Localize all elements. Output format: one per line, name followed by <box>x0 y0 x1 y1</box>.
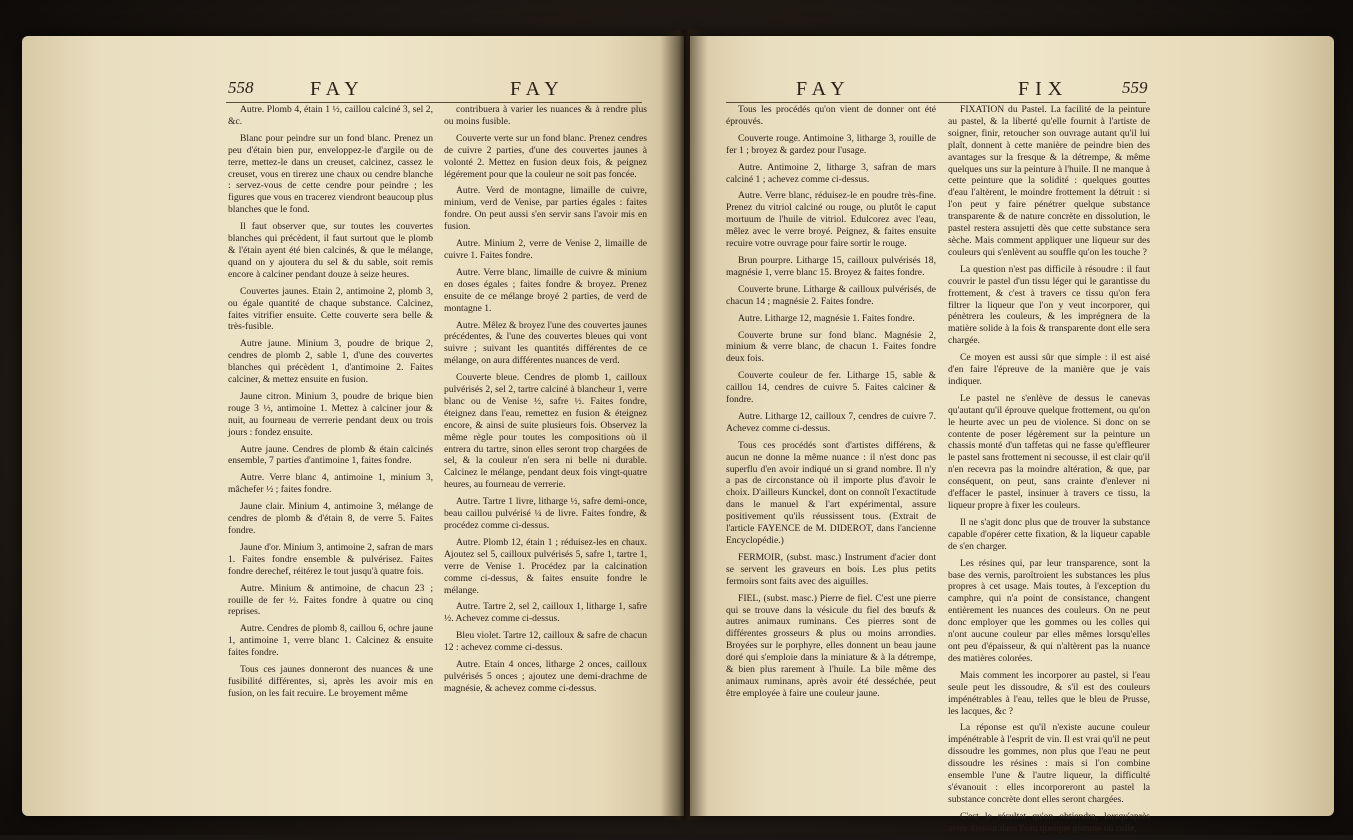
paragraph: FIEL, (subst. masc.) Pierre de fiel. C'est une pierre qui se trouve dans la vésicule du fiel des bœufs & autres animaux ruminans. Ces pierres sont de différentes grosseurs & plus ou moins arrondies. Broyées sur le porphyre, elles donnent un beau jaune doré qui s'emploie dans la miniature & à la détrempe, & bien plus rarement à l'huile. La bile même des animaux ruminans, après avoir été desséchée, peut être employée à faire une couleur jaune. <box>726 592 936 699</box>
paragraph: Autre jaune. Minium 3, poudre de brique 2, cendres de plomb 2, sable 1, d'une des couvertes blanches qui précèdent 1, d'antimoine 2. Faites calciner, & mettez ensuite en fusion. <box>228 338 433 386</box>
paragraph: Couvertes jaunes. Etain 2, antimoine 2, plomb 3, ou égale quantité de chaque substance. Calcinez, faites vitrifier ensuite. Cette couverte sera belle & très-fusible. <box>228 285 433 333</box>
paragraph: Bleu violet. Tartre 12, cailloux & safre de chacun 12 : achevez comme ci-dessus. <box>444 630 647 654</box>
paragraph: C'est le résultat qu'on obtiendra, lorsqu'après avoir dissout dans l'eau quelque gomme ou colle, <box>948 810 1150 834</box>
paragraph: contribuera à varier les nuances & à rendre plus ou moins fusible. <box>444 104 647 127</box>
paragraph: Les résines qui, par leur transparence, sont la base des vernis, paroîtroient les substances les plus propres à cet usage. Mais toutes, à l'exception du camphre, qui n'a point de consistance, changent entièrement les nuances des couleurs. On ne peut donc employer que les gommes ou les colles qui n'ont aucune couleur par elles mêmes lorsqu'elles ont peu d'épaisseur, & qui n'altèrent pas la nuance des matières colorées. <box>948 557 1150 664</box>
paragraph: Couverte brune. Litharge & cailloux pulvérisés, de chacun 14 ; magnésie 2. Faites fondre. <box>726 283 936 307</box>
paragraph: Autre. Minium & antimoine, de chacun 23 ; rouille de fer ½. Faites fondre à quatre ou cinq reprises. <box>228 582 433 618</box>
book-gutter <box>660 30 708 820</box>
paragraph: Jaune d'or. Minium 3, antimoine 2, safran de mars 1. Faites fondre ensemble & pulvérisez. Faites fondre derechef, réitérez le tout jusqu'à quatre fois. <box>228 541 433 577</box>
paragraph: Brun pourpre. Litharge 15, cailloux pulvérisés 18, magnésie 1, verre blanc 15. Broyez & faites fondre. <box>726 254 936 278</box>
paragraph: Couverte brune sur fond blanc. Magnésie 2, minium & verre blanc, de chacun 1. Faites fondre deux fois. <box>726 329 936 365</box>
paragraph: Le pastel ne s'enlève de dessus le canevas qu'autant qu'il éprouve quelque frottement, ou qu'on le heurte avec un peu de violence. Si donc on se contente de poser légèrement sur la peinture un chassis monté d'un taffetas qui ne fasse qu'effleurer le pastel sans frottement ni secousse, il est clair qu'il n'en recevra pas la moindre altération, & que, par conséquent, on peut, sans crainte d'enlever ni d'effacer le pastel, insinuer à travers ce tissu, la liqueur propre à fixer les couleurs. <box>948 392 1150 511</box>
left-head-rule <box>226 102 642 103</box>
paragraph: Il ne s'agit donc plus que de trouver la substance capable d'opérer cette fixation, & la liqueur capable de s'en charger. <box>948 516 1150 552</box>
paragraph: FERMOIR, (subst. masc.) Instrument d'acier dont se servent les graveurs en bois. Les plus petits fermoirs sont faits avec des aiguilles. <box>726 551 936 587</box>
paragraph: La question n'est pas difficile à résoudre : il faut couvrir le pastel d'un tissu léger qui le garantisse du frottement, & c'est à travers ce tissu qu'on fera filtrer la liqueur que l'on y veut incorporer, qui pénètrera les couleurs, & les imprégnera de la matière solide à la fois & transparente dont elle sera chargée. <box>948 263 1150 347</box>
paragraph: Mais comment les incorporer au pastel, si l'eau seule peut les dissoudre, & s'il est des couleurs impénétrables à l'eau, telles que le bleu de Prusse, les lacques, &c ? <box>948 669 1150 717</box>
right-page <box>690 36 1334 834</box>
left-page <box>22 36 684 816</box>
paragraph: Autre. Verre blanc 4, antimoine 1, minium 3, mâchefer ½ ; faites fondre. <box>228 472 433 496</box>
paragraph: Autre. Tartre 1 livre, litharge ½, safre demi-once, beau caillou pulvérisé ¼ de livre. Faites fondre, & procédez comme ci-dessus. <box>444 496 647 531</box>
paragraph: Couverte rouge. Antimoine 3, litharge 3, rouille de fer 1 ; broyez & gardez pour l'usage. <box>726 132 936 156</box>
left-column-1 <box>228 104 433 705</box>
paragraph: Autre. Cendres de plomb 8, caillou 6, ochre jaune 1, antimoine 1, verre blanc 1. Calcinez & ensuite faites fondre. <box>228 623 433 659</box>
right-running-head-2: FIX <box>1018 78 1069 100</box>
left-running-head-2: FAY <box>510 78 565 100</box>
paragraph: Autre. Antimoine 2, litharge 3, safran de mars calciné 1 ; achevez comme ci-dessus. <box>726 161 936 185</box>
right-column-2 <box>948 104 1150 840</box>
left-running-head-1: FAY <box>310 78 365 100</box>
paragraph: La réponse est qu'il n'existe aucune couleur impénétrable à l'esprit de vin. Il est vrai qu'il ne peut dissoudre les gommes, non plus que l'eau ne peut dissoudre les résines : mais si l'on combine ensemble l'une & l'autre liqueur, la difficulté s'évanouit : elles incorporeront au pastel la substance concrète dont elles seront chargées. <box>948 722 1150 805</box>
left-column-2 <box>444 104 647 700</box>
paragraph: Ce moyen est aussi sûr que simple : il est aisé d'en faire l'épreuve de la manière que je vais indiquer. <box>948 352 1150 387</box>
paragraph: Il faut observer que, sur toutes les couvertes blanches qui précèdent, il faut surtout que le plomb & l'étain ayent été bien calcinés, & que le mélange, quand on y ajoutera du sel & du sable, soit remis encore à calciner pendant douze à seize heures. <box>228 221 433 280</box>
paragraph: Autre. Minium 2, verre de Venise 2, limaille de cuivre 1. Faites fondre. <box>444 238 647 261</box>
paragraph: Autre. Verd de montagne, limaille de cuivre, minium, verd de Venise, par parties égales : faites fondre. On peut aussi s'en servir sans l'avoir mis en fusion. <box>444 185 647 233</box>
paragraph: Autre. Litharge 12, magnésie 1. Faites fondre. <box>738 312 915 324</box>
paragraph: Autre. Tartre 2, sel 2, cailloux 1, litharge 1, safre ½. Achevez comme ci-dessus. <box>444 601 647 625</box>
paragraph: Autre. Plomb 12, étain 1 ; réduisez-les en chaux. Ajoutez sel 5, cailloux pulvérisés 5, safre 1, tartre 1, verre de Venise 1. Procédez par la calcination comme ci-dessus, & faites ensuite fondre le mélange. <box>444 536 647 596</box>
paragraph: Autre. Plomb 4, étain 1 ½, caillou calciné 3, sel 2, &c. <box>228 104 433 127</box>
paragraph: Autre. Litharge 12, cailloux 7, cendres de cuivre 7. Achevez comme ci-dessus. <box>726 410 936 434</box>
paragraph: Jaune clair. Minium 4, antimoine 3, mélange de cendres de plomb & d'étain 8, de verre 5. Faites fondre. <box>228 501 433 536</box>
paragraph: Couverte bleue. Cendres de plomb 1, cailloux pulvérisés 2, sel 2, tartre calciné à blancheur 1, verre blanc ou de Venise ½, safre ½. Faites fondre, éteignez dans l'eau, remettez en fusion & éteignez encore, & ainsi de suite plusieurs fois. Observez la même règle pour toutes les compositions où il entrera du tartre, sinon elles seront trop chargées de sel, & la couleur n'en sera ni belle ni durable. Calcinez le mélange, pendant deux fois vingt-quatre heures, au fourneau de verrerie. <box>444 372 647 491</box>
left-page-number: 558 <box>228 78 254 97</box>
paragraph: Couverte couleur de fer. Litharge 15, sable & caillou 14, cendres de cuivre 5. Faites calciner & fondre. <box>726 370 936 406</box>
paragraph: Blanc pour peindre sur un fond blanc. Prenez un peu d'étain bien pur, enveloppez-le d'argile ou de terre, mettez-le dans un creuset, calcinez, cassez le creuset, vous en tirerez une chaux ou cendre blanche : servez-vous de cette cendre pour peindre ; les figures que vous en tracerez viendront beaucoup plus blanches que le fond. <box>228 132 433 216</box>
paragraph: Autre jaune. Cendres de plomb & étain calcinés ensemble, 7 parties d'antimoine 1, faites fondre. <box>228 443 433 467</box>
paragraph: Autre. Etain 4 onces, litharge 2 onces, cailloux pulvérisés 5 onces ; ajoutez une demi-drachme de magnésie, & achevez comme ci-dessus. <box>444 659 647 694</box>
paragraph: Couverte verte sur un fond blanc. Prenez cendres de cuivre 2 parties, d'une des couvertes jaunes à volonté 2. Mettez en fusion deux fois, & peignez légérement pour que la couleur ne soit pas foncée. <box>444 132 647 180</box>
right-column-1 <box>726 104 936 705</box>
paragraph: Autre. Verre blanc, limaille de cuivre & minium en doses égales ; faites fondre & broyez. Prenez ensuite de ce mélange broyé 2 parties, de verd de montagne 1. <box>444 266 647 314</box>
paragraph: Autre. Mêlez & broyez l'une des couvertes jaunes précédentes, & l'une des couvertes bleues qui vont suivre ; suivant les quantités différentes de ce mélange, on aura différentes nuances de verd. <box>444 319 647 367</box>
paragraph: Jaune citron. Minium 3, poudre de brique bien rouge 3 ½, antimoine 1. Mettez à calciner jour & nuit, au fourneau de verrerie pendant deux ou trois jours : fondez ensuite. <box>228 390 433 438</box>
right-running-head-1: FAY <box>796 78 851 100</box>
paragraph: Tous ces jaunes donneront des nuances & une fusibilité différentes, si, après les avoir mis en fusion, on les fait recuire. Le broyement même <box>228 664 433 699</box>
paragraph: Tous les procédés qu'on vient de donner ont été éprouvés. <box>726 104 936 127</box>
paragraph: Tous ces procédés sont d'artistes différens, & aucun ne donne la même nuance : il n'est donc pas superflu d'en avoir indiqué un si grand nombre. Il n'y a pas de circonstance où il importe plus d'avoir le choix. D'ailleurs Kunckel, dont on connoît l'exactitude dans le manuel & l'art expérimental, assure positivement qu'ils réussissent tous. (Extrait de l'article FAYENCE de M. DIDEROT, dans l'ancienne Encyclopédie.) <box>726 439 936 546</box>
paragraph: Autre. Verre blanc, réduisez-le en poudre très-fine. Prenez du vitriol calciné ou rouge, ou plutôt le caput mortuum de l'huile de vitriol. Edulcorez avec l'eau, mêlez avec le verre broyé. Peignez, & faites ensuite recuire votre ouvrage pour faire sortir le rouge. <box>726 190 936 250</box>
right-page-number: 559 <box>1122 78 1148 97</box>
paragraph: FIXATION du Pastel. La facilité de la peinture au pastel, & la liberté qu'elle fournit à l'artiste de soigner, finir, retoucher son ouvrage autant qu'il lui plaît, donnent à cette manière de peindre bien des avantages sur la fresque & la détrempe, & même quelques uns sur la peinture à l'huile. Il ne manque à cette peinture que la solidité : quelques gouttes d'eau l'altèrent, le moindre frottement la détruit : si l'on peut y faire pénétrer quelque substance transparente & de nature concrète en dissolution, le pastel restera assujetti dès que cette substance sera sèche. Mais comment appliquer une liqueur sur des couleurs qui s'enlèvent au souffle qu'on les touche ? <box>948 104 1150 258</box>
right-head-rule <box>726 102 1146 103</box>
